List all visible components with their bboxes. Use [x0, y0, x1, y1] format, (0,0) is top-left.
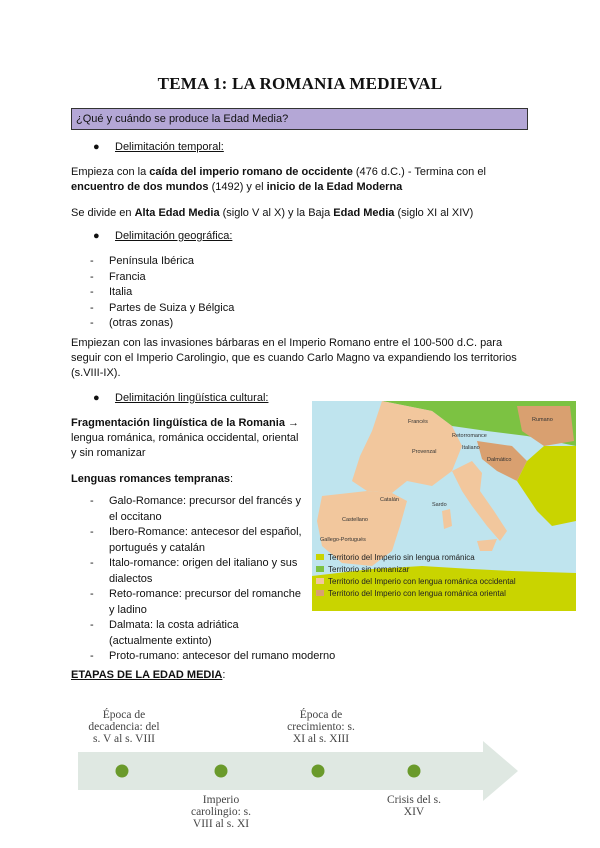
lenguas-list: [90, 494, 350, 665]
list-item: - Partes de Suiza y Bélgica: [90, 301, 235, 314]
map-label: Retorromance: [452, 433, 487, 439]
timeline-dot: [312, 765, 325, 778]
timeline-label-top: Época de crecimiento: s. XI al s. XIII: [287, 709, 355, 745]
romania-map: [312, 401, 576, 611]
legend-swatch: [316, 554, 324, 560]
legend-label: Territorio del Imperio sin lengua románica: [328, 553, 475, 562]
intro-paragraph: Empieza con la caída del imperio romano de occidente (476 d.C.) - Termina con el encuentro de dos mundos (1492) y el inicio de la Edad Moderna: [71, 166, 486, 193]
legend-swatch: [316, 578, 324, 584]
timeline-arrow-shape: [78, 741, 518, 801]
list-item: - Proto-rumano: antecesor del rumano moderno: [90, 650, 336, 662]
map-label: Gallego-Portugués: [320, 537, 366, 543]
bullet-geo-label: Delimitación geográfica:: [115, 230, 233, 242]
map-label: Sardo: [432, 502, 447, 508]
list-item: - Dalmata: la costa adriática (actualmente extinto): [90, 619, 239, 647]
bullet-ling: [93, 392, 268, 404]
lenguas-heading: Lenguas romances tempranas:: [71, 473, 234, 485]
map-label: Castellano: [342, 517, 368, 523]
list-item: - Ibero-Romance: antecesor del español, portugués y catalán: [90, 526, 302, 554]
bullet-temporal: [93, 141, 224, 153]
legend-swatch: [316, 590, 324, 596]
list-item: - Galo-Romance: precursor del francés y el occitano: [90, 495, 301, 523]
bullet-dot-icon: ●: [93, 230, 100, 242]
timeline: [68, 697, 528, 837]
map-label: Italiano: [462, 445, 480, 451]
legend-label: Territorio del Imperio con lengua románica oriental: [328, 589, 506, 598]
map-label: Rumano: [532, 417, 553, 423]
bullet-dot-icon: ●: [93, 141, 100, 153]
timeline-dot: [116, 765, 129, 778]
legend-swatch: [316, 566, 324, 572]
invasiones-paragraph: Empiezan con las invasiones bárbaras en el Imperio Romano entre el 100-500 d.C. para seguir con el Imperio Carolingio, que es cuando Carlo Magno va expandiendo los territorios (s.VIII-IX).: [71, 337, 517, 379]
timeline-label-bottom: Imperio carolingio: s. VIII al s. XI: [190, 794, 252, 830]
bullet-ling-label: Delimitación lingüística cultural:: [115, 392, 269, 404]
map-label: Catalán: [380, 497, 399, 503]
divide-paragraph: Se divide en Alta Edad Media (siglo V al X) y la Baja Edad Media (siglo XI al XIV): [71, 207, 474, 219]
map-label: Provenzal: [412, 449, 437, 455]
list-item: - Francia: [90, 270, 146, 283]
timeline-label-bottom: Crisis del s. XIV: [387, 794, 441, 818]
timeline-dot: [408, 765, 421, 778]
legend-label: Territorio del Imperio con lengua románica occidental: [328, 577, 516, 586]
bullet-geo: [93, 230, 232, 242]
list-item: - Italo-romance: origen del italiano y sus dialectos: [90, 557, 298, 585]
page-title: TEMA 1: LA ROMANIA MEDIEVAL: [157, 74, 443, 93]
timeline-dot: [215, 765, 228, 778]
list-item: - (otras zonas): [90, 317, 174, 329]
map-label: Francés: [408, 419, 428, 425]
bullet-dot-icon: ●: [93, 392, 100, 404]
list-item: - Reto-romance: precursor del romanche y ladino: [90, 588, 301, 616]
map-svg: [312, 401, 576, 611]
legend-label: Territorio sin romanizar: [328, 565, 410, 574]
bullet-temporal-label: Delimitación temporal:: [115, 141, 224, 153]
geo-list: [90, 254, 234, 332]
map-label: Dalmático: [487, 457, 512, 463]
question-box: ¿Qué y cuándo se produce la Edad Media?: [71, 108, 528, 130]
list-item: - Italia: [90, 286, 133, 298]
list-item: - Península Ibérica: [90, 255, 194, 267]
etapas-heading: ETAPAS DE LA EDAD MEDIA:: [71, 669, 226, 681]
fragmentacion-paragraph: Fragmentación lingüística de la Romania → lengua románica, románica occidental, oriental y sin romanizar: [71, 417, 299, 459]
timeline-label-top: Época de decadencia: del s. V al s. VIII: [88, 709, 160, 745]
